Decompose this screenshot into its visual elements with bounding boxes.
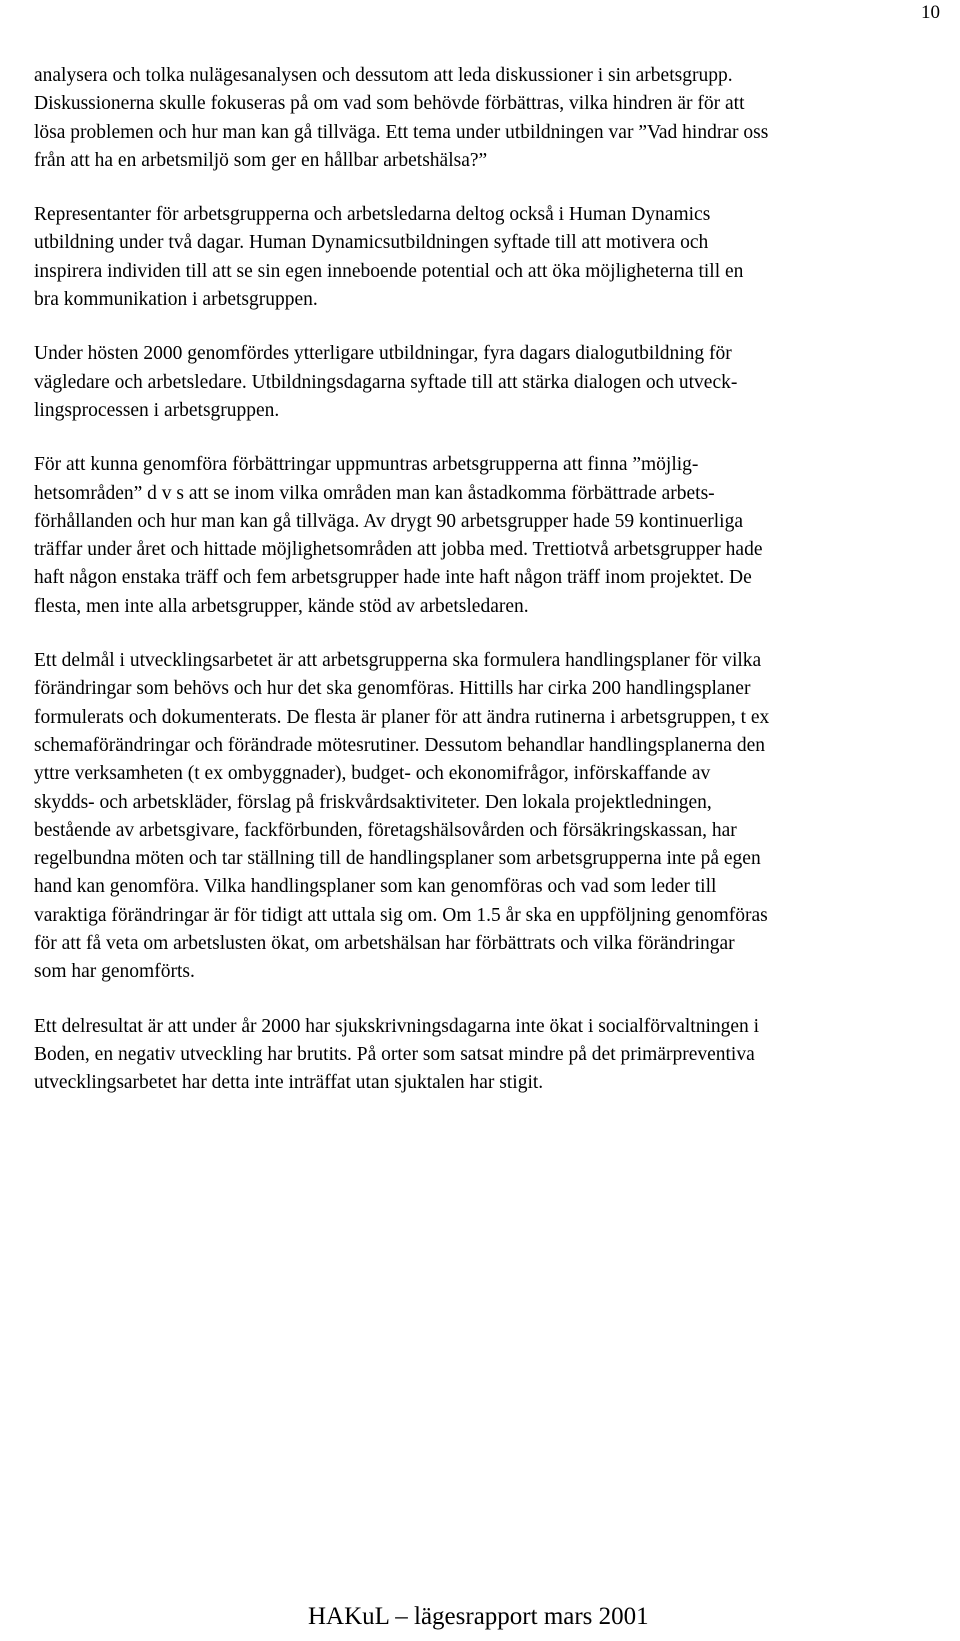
text-line: schemaförändringar och förändrade mötesrutiner. Dessutom behandlar handlingsplanerna den: [34, 734, 765, 756]
text-line: Ett delresultat är att under år 2000 har sjukskrivningsdagarna inte ökat i socialförvaltningen i: [34, 1015, 760, 1037]
text-line: utvecklingsarbetet har detta inte inträffat utan sjuktalen har stigit.: [34, 1072, 544, 1094]
document-body: [34, 62, 934, 1124]
text-line: Under hösten 2000 genomfördes ytterligare utbildningar, fyra dagars dialogutbildning för: [34, 343, 732, 365]
paragraph: [34, 201, 934, 314]
text-line: lösa problemen och hur man kan gå tillväga. Ett tema under utbildningen var ”Vad hindrar oss: [34, 121, 769, 143]
text-line: formulerats och dokumenterats. De flesta är planer för att ändra rutinerna i arbetsgruppen, t ex: [34, 706, 770, 728]
text-line: skydds- och arbetskläder, förslag på friskvårdsaktiviteter. Den lokala projektledningen,: [34, 791, 712, 813]
text-line: utbildning under två dagar. Human Dynamicsutbildningen syftade till att motivera och: [34, 232, 709, 254]
text-line: Diskussionerna skulle fokuseras på om vad som behövde förbättras, vilka hindren är för att: [34, 93, 745, 115]
text-line: För att kunna genomföra förbättringar uppmuntras arbetsgrupperna att finna ”möjlig-: [34, 454, 699, 476]
text-line: Boden, en negativ utveckling har brutits. På orter som satsat mindre på det primärpreventiva: [34, 1043, 755, 1065]
paragraph: [34, 340, 934, 425]
paragraph: [34, 451, 934, 621]
page-number: 10: [921, 2, 940, 23]
text-line: bra kommunikation i arbetsgruppen.: [34, 289, 318, 311]
paragraph: [34, 62, 934, 175]
text-line: lingsprocessen i arbetsgruppen.: [34, 399, 280, 421]
text-line: yttre verksamheten (t ex ombyggnader), budget- och ekonomifrågor, införskaffande av: [34, 763, 711, 785]
text-line: som har genomförts.: [34, 961, 195, 983]
text-line: varaktiga förändringar är för tidigt att uttala sig om. Om 1.5 år ska en uppföljning genomföras: [34, 904, 768, 926]
text-line: hand kan genomföra. Vilka handlingsplaner som kan genomföras och vad som leder till: [34, 876, 717, 898]
page-footer: HAKuL – lägesrapport mars 2001: [308, 1603, 649, 1630]
text-line: förändringar som behövs och hur det ska genomföras. Hittills har cirka 200 handlingsplaner: [34, 678, 751, 700]
paragraph: [34, 1013, 934, 1098]
text-line: från att ha en arbetsmiljö som ger en hållbar arbetshälsa?”: [34, 149, 488, 171]
text-line: flesta, men inte alla arbetsgrupper, kände stöd av arbetsledaren.: [34, 595, 529, 617]
text-line: hetsområden” d v s att se inom vilka områden man kan åstadkomma förbättrade arbets-: [34, 482, 715, 504]
text-line: träffar under året och hittade möjlighetsområden att jobba med. Trettiotvå arbetsgrupper hade: [34, 539, 763, 561]
text-line: haft någon enstaka träff och fem arbetsgrupper hade inte haft någon träff inom projektet. De: [34, 567, 752, 589]
text-line: Representanter för arbetsgrupperna och arbetsledarna deltog också i Human Dynamics: [34, 204, 711, 226]
text-line: analysera och tolka nulägesanalysen och dessutom att leda diskussioner i sin arbetsgrupp.: [34, 65, 733, 86]
paragraph: [34, 647, 934, 987]
text-line: förhållanden och hur man kan gå tillväga. Av drygt 90 arbetsgrupper hade 59 kontinuerliga: [34, 510, 744, 532]
text-line: för att få veta om arbetslusten ökat, om arbetshälsan har förbättrats och vilka förändringar: [34, 933, 735, 955]
text-line: bestående av arbetsgivare, fackförbunden, företagshälsovården och försäkringskassan, har: [34, 819, 737, 841]
text-line: vägledare och arbetsledare. Utbildningsdagarna syftade till att stärka dialogen och utveck-: [34, 371, 738, 393]
text-line: regelbundna möten och tar ställning till de handlingsplaner som arbetsgrupperna inte på egen: [34, 848, 761, 870]
text-line: inspirera individen till att se sin egen inneboende potential och att öka möjligheterna till en: [34, 260, 744, 282]
text-line: Ett delmål i utvecklingsarbetet är att arbetsgrupperna ska formulera handlingsplaner för vilka: [34, 650, 762, 672]
